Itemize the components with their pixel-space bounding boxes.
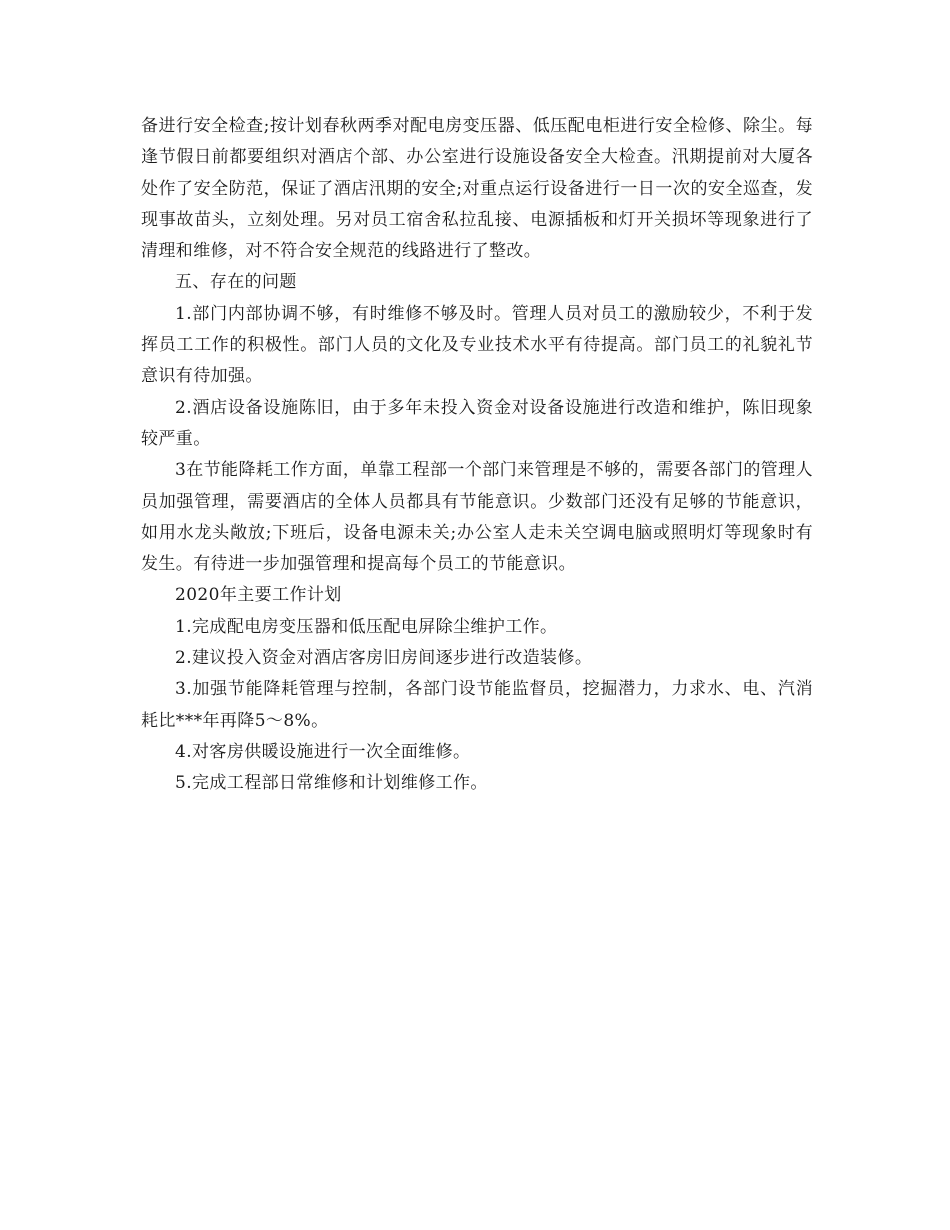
plan-item-2: 2.建议投入资金对酒店客房旧房间逐步进行改造装修。 — [175, 648, 593, 669]
section-heading-work-plan: 2020年主要工作计划 — [175, 585, 342, 606]
plan-item-1: 1.完成配电房变压器和低压配电屏除尘维护工作。 — [175, 616, 558, 637]
plan-item-5: 5.完成工程部日常维修和计划维修工作。 — [175, 773, 488, 794]
plan-item-4: 4.对客房供暖设施进行一次全面维修。 — [175, 741, 471, 762]
problem-item-1: 1.部门内部协调不够，有时维修不够及时。管理人员对员工的激励较少，不利于发挥员工工作的积极性。部门人员的文化及专业技术水平有待提高。部门员工的礼貌礼节意识有待加强。 — [141, 303, 813, 387]
paragraph-safety-inspection: 备进行安全检查;按计划春秋两季对配电房变压器、低压配电柜进行安全检修、除尘。每逢节假日前都要组织对酒店个部、办公室进行设施设备安全大检查。汛期提前对大厦各处作了安全防范，保证了酒店汛期的安全;对重点运行设备进行一日一次的安全巡查，发现事故苗头，立刻处理。另对员工宿舍私拉乱接、电源插板和灯开关损坏等现象进行了清理和维修，对不符合安全规范的线路进行了整改。 — [141, 116, 813, 262]
document-page — [141, 111, 813, 800]
plan-item-3: 3.加强节能降耗管理与控制，各部门设节能监督员，挖掘潜力，力求水、电、汽消耗比***年再降5～8%。 — [141, 679, 813, 731]
problem-item-2: 2.酒店设备设施陈旧，由于多年未投入资金对设备设施进行改造和维护，陈旧现象较严重。 — [141, 397, 813, 449]
problem-item-3: 3在节能降耗工作方面，单靠工程部一个部门来管理是不够的，需要各部门的管理人员加强管理，需要酒店的全体人员都具有节能意识。少数部门还没有足够的节能意识，如用水龙头敞放;下班后，设备电源未关;办公室人走未关空调电脑或照明灯等现象时有发生。有待进一步加强管理和提高每个员工的节能意识。 — [141, 460, 813, 575]
section-heading-existing-problems: 五、存在的问题 — [175, 272, 297, 293]
